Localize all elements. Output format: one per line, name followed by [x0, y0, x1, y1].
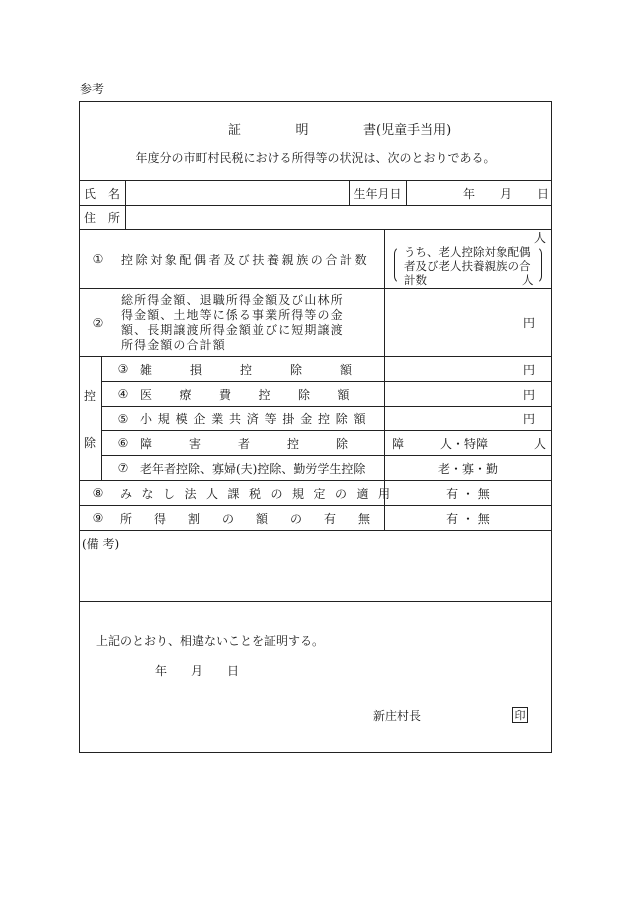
issuer-name: 新庄村長 [373, 708, 422, 723]
row7-label: 老年者控除、寡婦(夫)控除、勤労学生控除 [140, 461, 366, 476]
row2-line2: 得金額、土地等に係る事業所得等の金 [121, 308, 344, 322]
row4-unit: 円 [523, 387, 536, 402]
row2-line4: 所得金額の合計額 [121, 338, 226, 352]
row2-unit: 円 [523, 316, 536, 330]
rule [125, 180, 126, 229]
row6-value-b: 人・特障 [440, 436, 489, 451]
row4-label: 医療費控除額 [140, 387, 378, 402]
address-label: 住 所 [84, 211, 120, 225]
row7-number: ⑦ [117, 461, 129, 475]
row1-note-line3: 計数 [404, 273, 427, 287]
row5-unit: 円 [523, 412, 536, 426]
certificate-intro: 年度分の市町村民税における所得等の状況は、次のとおりである。 [135, 150, 496, 165]
attestation-day: 日 [227, 663, 240, 678]
row1-label: 控除対象配偶者及び扶養親族の合計数 [121, 252, 370, 267]
deduction-group-char-1: 控 [83, 388, 96, 403]
row6-value-c: 人 [534, 436, 547, 451]
row6-label: 障害者控除 [140, 436, 386, 451]
row3-label: 雑損控除額 [140, 362, 391, 377]
row1-number: ① [92, 252, 104, 266]
rule [406, 180, 407, 205]
attestation-statement: 上記のとおり、相違ないことを証明する。 [96, 633, 325, 648]
attestation-month: 月 [191, 663, 204, 678]
row8-label: みなし法人課税の規定の適用 [120, 486, 400, 501]
row6-value-a: 障 [392, 436, 405, 451]
rule [79, 205, 552, 206]
row5-label: 小規模企業共済等掛金控除額 [140, 412, 372, 426]
dob-month: 月 [500, 186, 513, 201]
row1-unit: 人 [534, 230, 547, 245]
dob-day: 日 [537, 186, 550, 201]
row2-line3: 額、長期譲渡所得金額並びに短期譲渡 [121, 323, 344, 337]
row8-value: 有 ・ 無 [446, 486, 490, 501]
name-label: 氏 名 [84, 186, 120, 201]
reference-label: 参考 [80, 82, 105, 96]
rule [79, 601, 552, 602]
row1-note-line1: うち、老人控除対象配偶 [404, 245, 531, 259]
row1-note-line2: 者及び老人扶養親族の合 [404, 259, 531, 273]
row9-number: ⑨ [92, 511, 104, 525]
row6-number: ⑥ [117, 436, 129, 450]
dob-label: 生年月日 [353, 186, 402, 201]
row1-note-unit: 人 [522, 273, 534, 287]
row5-number: ⑤ [117, 411, 129, 426]
rule [79, 288, 552, 289]
row7-value: 老・寡・勤 [437, 461, 498, 476]
row3-unit: 円 [523, 362, 536, 377]
rule [79, 180, 552, 181]
row8-number: ⑧ [92, 486, 104, 500]
row9-label: 所得割の額の有無 [120, 511, 393, 526]
remarks-label: (備 考) [82, 536, 120, 551]
certificate-title-suffix: (児童手当用) [376, 122, 452, 138]
row2-line1: 総所得金額、退職所得金額及び山林所 [121, 293, 344, 307]
row3-number: ③ [117, 362, 129, 376]
row4-number: ④ [117, 387, 129, 401]
row9-value: 有 ・ 無 [446, 511, 490, 526]
dob-year: 年 [463, 186, 476, 201]
seal-stamp: 印 [512, 707, 528, 723]
deduction-group-char-2: 除 [83, 435, 96, 450]
certificate-title: 証 明 書 [228, 122, 376, 138]
rule [79, 530, 552, 531]
row2-number: ② [92, 315, 104, 330]
rule [101, 356, 102, 480]
attestation-year: 年 [155, 663, 168, 678]
